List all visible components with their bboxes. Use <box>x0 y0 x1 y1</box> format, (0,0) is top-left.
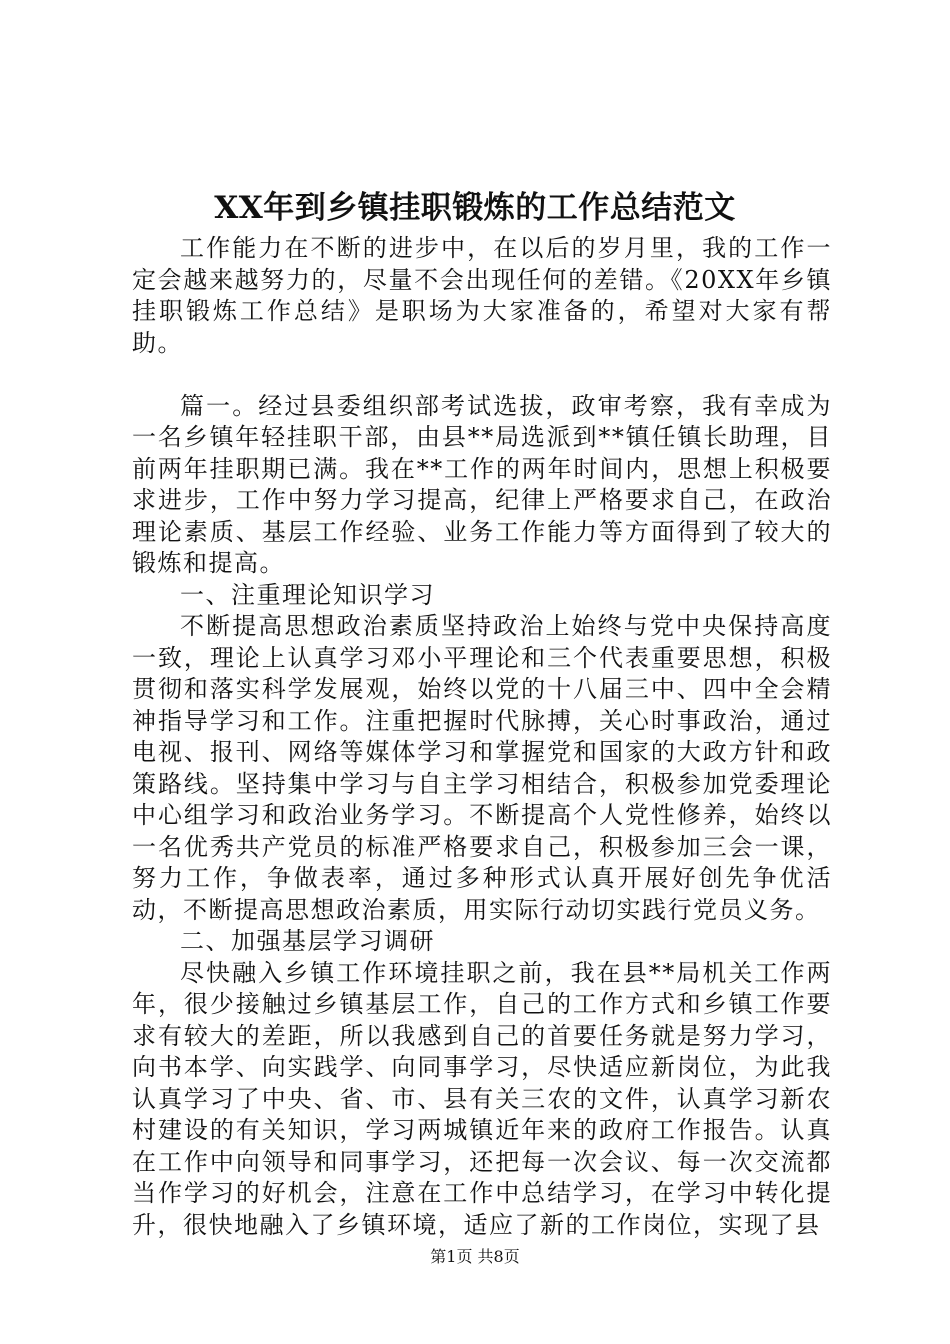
document-body <box>132 233 832 1241</box>
paragraph-spacer <box>132 359 832 391</box>
paragraph-3: 尽快融入乡镇工作环境挂职之前，我在县**局机关工作两年，很少接触过乡镇基层工作，自己的工作方式和乡镇工作要求有较大的差距，所以我感到自己的首要任务就是努力学习，向书本学、向实践学、向同事学习，尽快适应新岗位，为此我认真学习了中央、省、市、县有关三农的文件，认真学习新农村建设的有关知识，学习两城镇近年来的政府工作报告。认真在工作中向领导和同事学习，还把每一次会议、每一次交流都当作学习的好机会，注意在工作中总结学习，在学习中转化提升，很快地融入了乡镇环境，适应了新的工作岗位，实现了县 <box>132 958 832 1239</box>
intro-paragraph: 工作能力在不断的进步中，在以后的岁月里，我的工作一定会越来越努力的，尽量不会出现任何的差错。《20XX年乡镇挂职锻炼工作总结》是职场为大家准备的，希望对大家有帮助。 <box>132 234 832 357</box>
page-title: XX年到乡镇挂职锻炼的工作总结范文 <box>214 190 736 226</box>
page-footer: 第1页 共8页 <box>430 1247 520 1266</box>
paragraph-2: 不断提高思想政治素质坚持政治上始终与党中央保持高度一致，理论上认真学习邓小平理论和三个代表重要思想，积极贯彻和落实科学发展观，始终以党的十八届三中、四中全会精神指导学习和工作。注重把握时代脉搏，关心时事政治，通过电视、报刊、网络等媒体学习和掌握党和国家的大政方针和政策路线。坚持集中学习与自主学习相结合，积极参加党委理论中心组学习和政治业务学习。不断提高个人党性修养，始终以一名优秀共产党员的标准严格要求自己，积极参加三会一课，努力工作，争做表率，通过多种形式认真开展好创先争优活动，不断提高思想政治素质，用实际行动切实践行党员义务。 <box>132 612 832 924</box>
paragraph-1: 篇一。经过县委组织部考试选拔，政审考察，我有幸成为一名乡镇年轻挂职干部，由县**局选派到**镇任镇长助理，目前两年挂职期已满。我在**工作的两年时间内，思想上积极要求进步，工作中努力学习提高，纪律上严格要求自己，在政治理论素质、基层工作经验、业务工作能力等方面得到了较大的锻炼和提高。 <box>132 391 832 577</box>
section-heading-1: 一、注重理论知识学习 <box>180 580 435 609</box>
section-heading-2: 二、加强基层学习调研 <box>180 927 435 955</box>
